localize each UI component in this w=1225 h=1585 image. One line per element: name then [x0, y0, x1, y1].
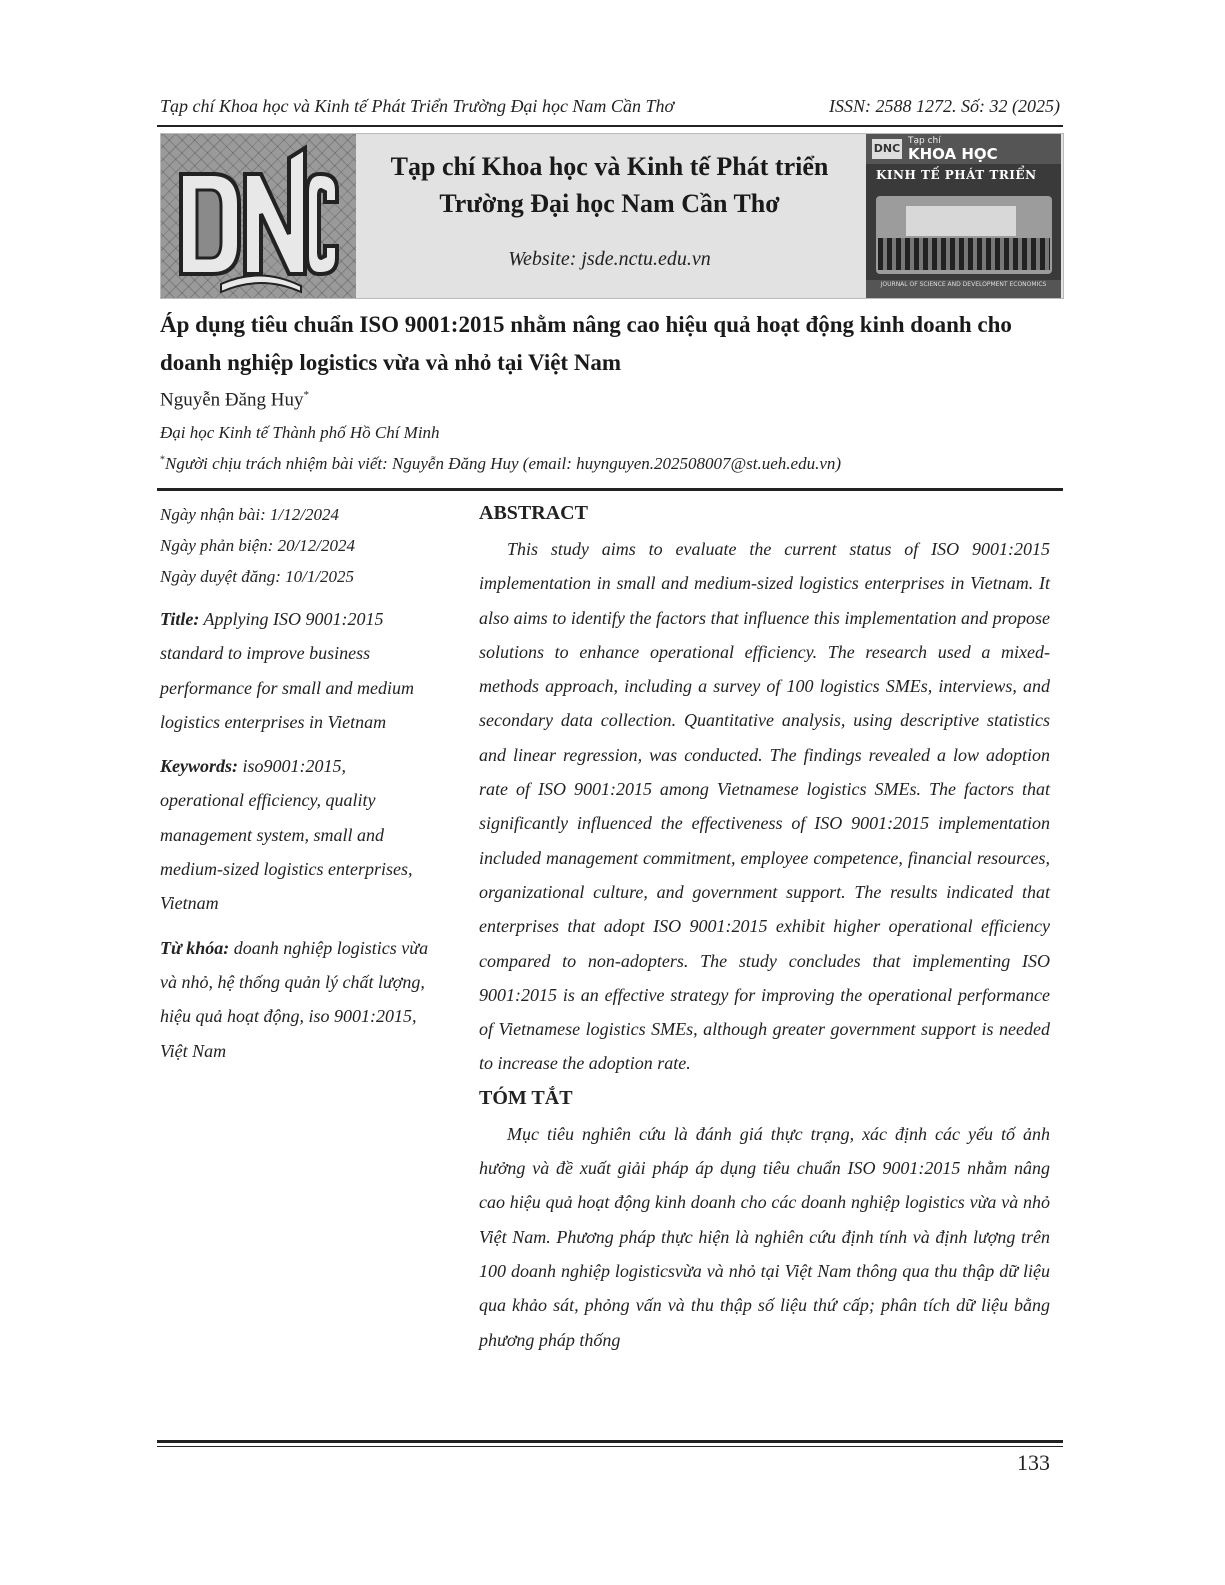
abstract-column — [479, 500, 1050, 1357]
author-affiliation: Đại học Kinh tế Thành phố Hồ Chí Minh — [160, 423, 440, 442]
header-rule — [157, 125, 1063, 127]
cover-logo: DNC — [872, 139, 902, 159]
footer-rule-thick — [157, 1440, 1063, 1443]
author-mark: * — [303, 389, 310, 401]
cover-header — [866, 134, 1061, 164]
journal-name: Tạp chí Khoa học và Kinh tế Phát Triển Trường Đại học Nam Cần Thơ — [160, 96, 675, 116]
author-line — [160, 389, 309, 411]
dnc-logo — [161, 134, 356, 298]
keywords: iso9001:2015, operational efficiency, quality management system, small and medium-sized logistics enterprises, Vietnam — [160, 756, 413, 914]
dnc-logo-icon — [161, 134, 356, 298]
cover-photo-people — [878, 238, 1050, 270]
accepted-date: Ngày duyệt đăng: 10/1/2025 — [160, 567, 355, 586]
keywords-block — [160, 749, 430, 920]
corresponding-author-line — [160, 454, 841, 474]
cover-small-label: Tạp chí — [908, 136, 941, 146]
tomtat-heading: TÓM TẮT — [479, 1086, 573, 1109]
tomtat-text: Mục tiêu nghiên cứu là đánh giá thực trạng, xác định các yếu tố ảnh hưởng và đề xuất giải pháp áp dụng tiêu chuẩn ISO 9001:2015 nhằm nâng cao hiệu quả hoạt động kinh doanh cho các doanh nghiệp logistics vừa và nhỏ Việt Nam. Phương pháp thực hiện là nghiên cứu định tính và định lượng trên 100 doanh nghiệp logisticsvừa và nhỏ tại Việt Nam thông qua thu thập dữ liệu qua khảo sát, phỏng vấn và thu thập số liệu thứ cấp; phân tích dữ liệu bằng phương pháp thống — [479, 1123, 1050, 1350]
cover-photo-stage — [906, 206, 1016, 236]
journal-cover-image — [866, 134, 1061, 298]
banner-title-line1: Tạp chí Khoa học và Kinh tế Phát triển — [390, 152, 829, 181]
body-rule — [157, 488, 1063, 491]
article-info-sidebar — [160, 499, 430, 1068]
tukhoa-block — [160, 931, 430, 1068]
author-name: Nguyễn Đăng Huy — [160, 389, 304, 411]
cover-title: KHOA HỌC — [908, 145, 998, 163]
journal-website[interactable]: Website: jsde.nctu.edu.vn — [508, 248, 711, 270]
corresponding-mark: * — [160, 454, 165, 466]
cover-bottom-text: JOURNAL OF SCIENCE AND DEVELOPMENT ECONOMICS — [866, 280, 1061, 298]
page-number: 133 — [1017, 1450, 1050, 1475]
banner-text — [356, 134, 863, 298]
abstract-text: This study aims to evaluate the current status of ISO 9001:2015 implementation in small and medium-sized logistics enterprises in Vietnam. It also aims to identify the factors that influence this implementation and propose solutions to enhance operational efficiency. The research used a mixed-methods approach, including a survey of 100 logistics SMEs, interviews, and secondary data collection. Quantitative analysis, using descriptive statistics and linear regression, was conducted. The findings revealed a low adoption rate of ISO 9001:2015 among Vietnamese logistics SMEs. The factors that significantly influenced the effectiveness of ISO 9001:2015 implementation included management commitment, employee competence, financial resources, organizational culture, and government support. The results indicated that enterprises that adopt ISO 9001:2015 exhibit higher operational efficiency compared to non-adopters. The study concludes that implementing ISO 9001:2015 is an effective strategy for improving the operational performance of Vietnamese logistics SMEs, although greater government support is needed to increase the adoption rate. — [479, 539, 1050, 1074]
tukhoa: doanh nghiệp logistics vừa và nhỏ, hệ thống quản lý chất lượng, hiệu quả hoạt động, iso 9001:2015, Việt Nam — [160, 937, 429, 1061]
footer-rule-thin — [157, 1446, 1063, 1447]
keywords-label: Keywords: — [160, 756, 238, 777]
article-dates — [160, 499, 430, 592]
abstract-heading: ABSTRACT — [479, 502, 588, 524]
title-label: Title: — [160, 609, 200, 629]
cover-subtitle: KINH TẾ PHÁT TRIỂN — [876, 168, 1037, 182]
issn-issue: ISSN: 2588 1272. Số: 32 (2025) — [829, 96, 1060, 116]
english-title: Applying ISO 9001:2015 standard to improve business performance for small and medium logistics enterprises in Vietnam — [160, 609, 414, 732]
tukhoa-label: Từ khóa: — [160, 937, 230, 958]
english-title-block — [160, 602, 430, 739]
corresponding-author: Người chịu trách nhiệm bài viết: Nguyễn Đăng Huy (email: huynguyen.202508007@st.ueh.edu.vn) — [165, 454, 842, 473]
review-date: Ngày phản biện: 20/12/2024 — [160, 536, 356, 555]
banner-title-line2: Trường Đại học Nam Cần Thơ — [439, 189, 780, 218]
received-date: Ngày nhận bài: 1/12/2024 — [160, 505, 339, 524]
article-title: Áp dụng tiêu chuẩn ISO 9001:2015 nhằm nâng cao hiệu quả hoạt động kinh doanh cho doanh nghiệp logistics vừa và nhỏ tại Việt Nam — [160, 312, 1012, 375]
journal-banner — [160, 133, 1064, 299]
